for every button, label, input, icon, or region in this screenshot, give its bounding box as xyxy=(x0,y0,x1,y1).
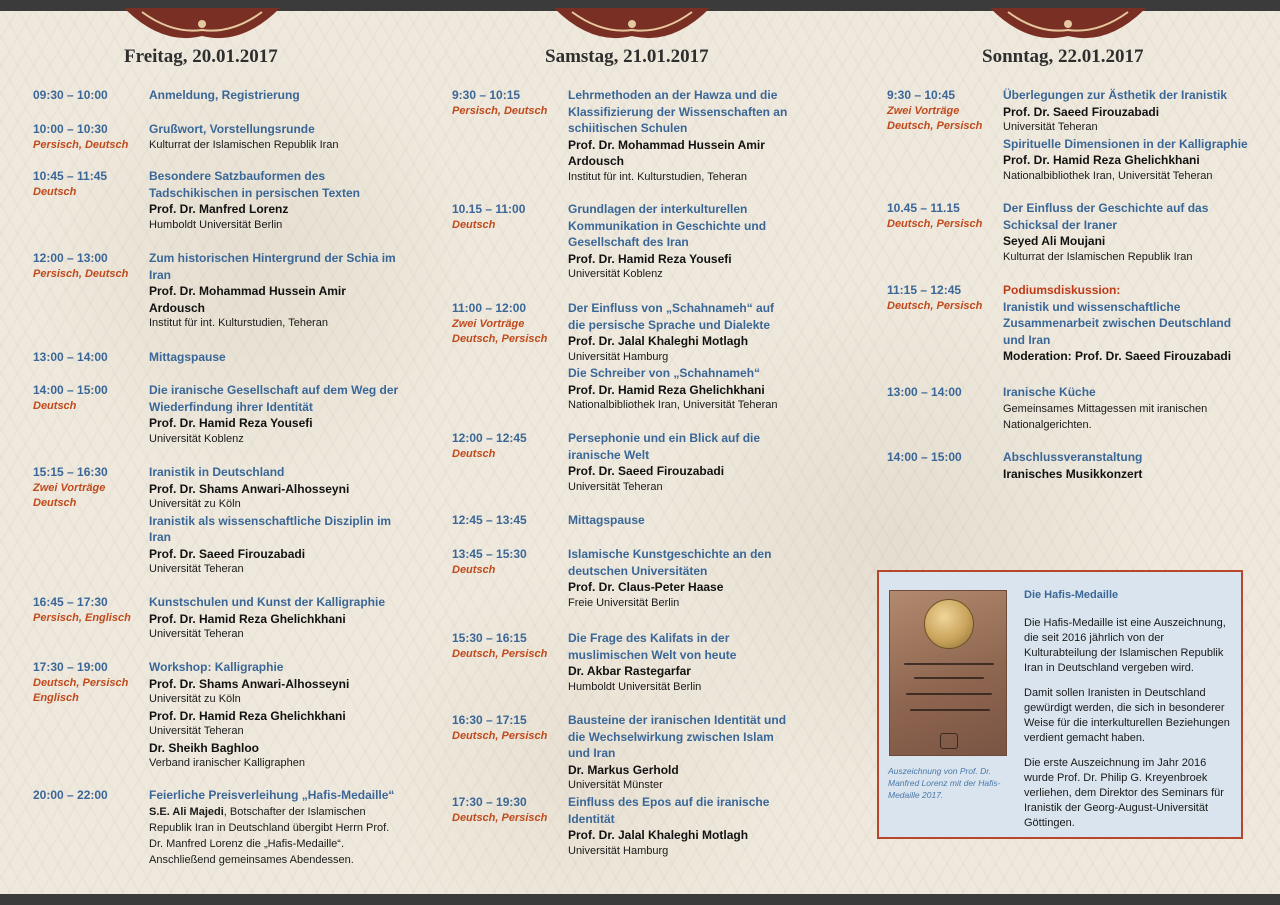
session-title: Workshop: Kalligraphie xyxy=(149,660,284,674)
session-title: Iranistik in Deutschland xyxy=(149,465,285,479)
entry-body xyxy=(149,87,399,104)
entry-body xyxy=(568,794,793,859)
language-note: Zwei Vorträge xyxy=(887,104,960,117)
entry-time xyxy=(33,87,145,104)
institution: Kulturrat der Islamischen Republik Iran xyxy=(149,138,339,151)
session-title: Der Einfluss der Geschichte auf das Schicksal der Iraner xyxy=(1003,201,1209,232)
session-title: Iranische Küche xyxy=(1003,385,1096,399)
entry-time xyxy=(887,87,999,134)
language-note: Zwei Vorträge xyxy=(452,317,525,330)
entry-time xyxy=(33,121,145,153)
institution: Universität Koblenz xyxy=(568,268,663,280)
language-note: Deutsch, Persisch xyxy=(452,729,548,742)
entry-time xyxy=(452,430,564,462)
speaker-name: Prof. Dr. Claus-Peter Haase xyxy=(568,580,724,594)
speaker-name: Prof. Dr. Shams Anwari-Alhosseyni xyxy=(149,676,350,691)
language-note: Deutsch, Persisch xyxy=(887,119,983,132)
time-label: 13:45 – 15:30 xyxy=(452,547,527,561)
entry-time xyxy=(452,630,564,662)
language-note: Deutsch xyxy=(452,447,496,460)
session-title: Die Frage des Kalifats in der muslimischen Welt von heute xyxy=(568,631,737,662)
time-label: 14:00 – 15:00 xyxy=(887,450,962,464)
time-label: 10:00 – 10:30 xyxy=(33,122,108,136)
language-note: Deutsch xyxy=(33,399,77,412)
language-note: Zwei Vorträge xyxy=(33,481,106,494)
speaker-name: Prof. Dr. Hamid Reza Ghelichkhani xyxy=(149,708,346,723)
speaker-name: Dr. Akbar Rastegarfar xyxy=(568,664,691,678)
speaker-name: Prof. Dr. Hamid Reza Yousefi xyxy=(568,251,732,266)
time-label: 14:00 – 15:00 xyxy=(33,383,108,397)
entry-body xyxy=(149,787,399,868)
time-label: 13:00 – 14:00 xyxy=(33,350,108,364)
entry-time xyxy=(452,300,564,347)
time-label: 17:30 – 19:00 xyxy=(33,660,108,674)
speaker-name: Prof. Dr. Hamid Reza Ghelichkhani xyxy=(1003,153,1200,167)
speaker-name: Prof. Dr. Hamid Reza Ghelichkhani xyxy=(149,611,346,626)
language-note: Deutsch, Persisch xyxy=(452,811,548,824)
entry-time xyxy=(33,250,145,282)
description-text: Botschafter der Islamischen Republik Iran in Deutschland übergibt Herrn Prof. Dr. Manfred Lorenz die „Hafis-Medaille“. Anschließend gemeinsames Abendessen. xyxy=(149,805,390,866)
time-label: 16:30 – 17:15 xyxy=(452,713,527,727)
language-note: Deutsch xyxy=(33,496,77,509)
session-title: Überlegungen zur Ästhetik der Iranistik xyxy=(1003,88,1228,102)
language-note: Deutsch, Persisch xyxy=(887,217,983,230)
entry-time xyxy=(33,787,145,804)
entry-time xyxy=(452,87,564,119)
institution: Universität zu Köln xyxy=(149,693,241,705)
language-note: Deutsch xyxy=(452,218,496,231)
entry-time xyxy=(33,168,145,200)
institution: Universität Teheran xyxy=(1003,121,1098,133)
speaker-name: Seyed Ali Moujani xyxy=(1003,234,1106,248)
speaker-name: Moderation: Prof. Dr. Saeed Firouzabadi xyxy=(1003,349,1232,363)
institution: Universität Teheran xyxy=(149,628,244,640)
institution: Universität Teheran xyxy=(568,480,663,493)
session-title: Grußwort, Vorstellungsrunde xyxy=(149,122,315,136)
speaker-name: Prof. Dr. Manfred Lorenz xyxy=(149,202,289,216)
session-title: Kunstschulen und Kunst der Kalligraphie xyxy=(149,595,386,609)
entry-body xyxy=(568,300,793,414)
medal-heading: Die Hafis-Medaille xyxy=(1024,589,1119,601)
session-title: Abschlussveranstaltung xyxy=(1003,450,1143,464)
speaker-name: Prof. Dr. Saeed Firouzabadi xyxy=(1003,104,1160,119)
session-title: Grundlagen der interkulturellen Kommunikation in Geschichte und Gesellschaft des Iran xyxy=(568,202,767,249)
session-title: Feierliche Preisverleihung „Hafis-Medaille“ xyxy=(149,788,395,802)
entry-body xyxy=(568,512,793,529)
institution: Universität Teheran xyxy=(149,563,244,575)
language-note: Englisch xyxy=(33,691,79,704)
session-description: Gemeinsames Mittagessen mit iranischen Nationalgerichten. xyxy=(1003,402,1208,431)
entry-body xyxy=(1003,282,1248,365)
speaker-name: Prof. Dr. Hamid Reza Ghelichkhani xyxy=(568,382,765,397)
medal-coin-icon xyxy=(924,599,974,649)
entry-time xyxy=(887,282,999,314)
entry-time xyxy=(887,384,999,401)
speaker-name: Prof. Dr. Saeed Firouzabadi xyxy=(149,546,306,561)
institution: Verband iranischer Kalligraphen xyxy=(149,757,305,769)
speaker-name: Prof. Dr. Jalal Khaleghi Motlagh xyxy=(568,334,749,348)
entry-body xyxy=(149,382,399,447)
day-title-sunday: Sonntag, 22.01.2017 xyxy=(982,46,1144,67)
speaker-name: Dr. Markus Gerhold xyxy=(568,762,679,777)
session-title: Die Schreiber von „Schahnameh“ xyxy=(568,366,761,380)
entry-body xyxy=(149,250,399,332)
session-title: Anmeldung, Registrierung xyxy=(149,88,300,102)
session-title: Der Einfluss von „Schahnameh“ auf die persische Sprache und Dialekte xyxy=(568,301,775,332)
entry-body xyxy=(149,594,399,643)
time-label: 9:30 – 10:15 xyxy=(452,88,521,102)
medal-text xyxy=(1024,588,1236,841)
session-title: Islamische Kunstgeschichte an den deutschen Universitäten xyxy=(568,547,772,578)
language-note: Persisch, Deutsch xyxy=(33,267,129,280)
entry-time xyxy=(452,712,564,744)
honoree-name: S.E. Ali Majedi xyxy=(149,805,224,818)
emblem-icon xyxy=(940,733,958,749)
entry-body xyxy=(149,168,399,233)
time-label: 12:45 – 13:45 xyxy=(452,513,527,527)
entry-body xyxy=(568,430,793,495)
speaker-name: Prof. Dr. Saeed Firouzabadi xyxy=(568,464,725,478)
entry-body xyxy=(149,349,399,366)
institution: Universität Teheran xyxy=(149,725,244,737)
day-title-saturday: Samstag, 21.01.2017 xyxy=(545,46,709,67)
entry-time xyxy=(452,512,564,529)
language-note: Deutsch, Persisch xyxy=(33,676,129,689)
speaker-name: Dr. Sheikh Baghloo xyxy=(149,740,260,755)
session-title: Mittagspause xyxy=(149,350,226,364)
language-note: Deutsch xyxy=(33,185,77,198)
language-note: Persisch, Deutsch xyxy=(452,104,548,117)
entry-time xyxy=(33,464,145,511)
time-label: 17:30 – 19:30 xyxy=(452,795,527,809)
time-label: 20:00 – 22:00 xyxy=(33,788,108,802)
entry-body xyxy=(149,464,399,578)
language-note: Deutsch xyxy=(452,563,496,576)
speaker-name: Prof. Dr. Shams Anwari-Alhosseyni xyxy=(149,481,350,496)
entry-body xyxy=(568,87,793,185)
time-label: 11:00 – 12:00 xyxy=(452,301,527,315)
entry-body xyxy=(568,712,793,794)
time-label: 12:00 – 13:00 xyxy=(33,251,108,265)
medal-paragraph: Die Hafis-Medaille ist eine Auszeichnung, die seit 2016 jährlich von der Kulturabteilung der Islamischen Republik Iran in Deutschland vergeben wird. xyxy=(1024,617,1226,674)
time-label: 11:15 – 12:45 xyxy=(887,283,962,297)
time-label: 15:15 – 16:30 xyxy=(33,465,108,479)
language-note: Deutsch, Persisch xyxy=(887,299,983,312)
session-title: Spirituelle Dimensionen in der Kalligraphie xyxy=(1003,136,1248,151)
time-label: 16:45 – 17:30 xyxy=(33,595,108,609)
medal-paragraph: Die erste Auszeichnung im Jahr 2016 wurde Prof. Dr. Philip G. Kreyenbroek verliehen, dem Direktor des Seminars für Iranistik der Georg-August-Universität Göttingen. xyxy=(1024,757,1224,829)
time-label: 13:00 – 14:00 xyxy=(887,385,962,399)
entry-time xyxy=(33,594,145,626)
institution: Universität Hamburg xyxy=(568,844,669,857)
day-title-friday: Freitag, 20.01.2017 xyxy=(124,46,278,67)
entry-body xyxy=(1003,87,1248,184)
session-title: Einfluss des Epos auf die iranische Identität xyxy=(568,795,770,826)
institution: Nationalbibliothek Iran, Universität Teheran xyxy=(1003,169,1213,182)
time-label: 12:00 – 12:45 xyxy=(452,431,527,445)
institution: Humboldt Universität Berlin xyxy=(568,680,702,693)
time-label: 15:30 – 16:15 xyxy=(452,631,527,645)
session-description: S.E. Ali Majedi, Botschafter der Islamischen Republik Iran in Deutschland übergibt Herrn Prof. Dr. Manfred Lorenz die „Hafis-Medaille“. Anschließend gemeinsames Abendessen. xyxy=(149,805,390,866)
entry-time xyxy=(33,349,145,366)
medal-caption: Auszeichnung von Prof. Dr. Manfred Lorenz mit der Hafis-Medaille 2017. xyxy=(888,766,1001,800)
entry-body xyxy=(568,630,793,695)
speaker-name: Iranisches Musikkonzert xyxy=(1003,466,1143,481)
entry-body xyxy=(568,201,793,283)
session-title: Die iranische Gesellschaft auf dem Weg der Wiederfindung ihrer Identität xyxy=(149,383,399,414)
session-label: Podiumsdiskussion: xyxy=(1003,283,1121,297)
speaker-name: Prof. Dr. Hamid Reza Yousefi xyxy=(149,416,313,430)
session-title: Persephonie und ein Blick auf die iranische Welt xyxy=(568,431,761,462)
entry-body xyxy=(149,659,399,772)
session-title: Besondere Satzbauformen des Tadschikischen in persischen Texten xyxy=(149,169,360,200)
language-note: Deutsch, Persisch xyxy=(452,647,548,660)
entry-body xyxy=(568,546,793,611)
institution: Institut für int. Kulturstudien, Teheran xyxy=(568,170,747,183)
entry-time xyxy=(33,659,145,706)
medal-paragraph: Damit sollen Iranisten in Deutschland gewürdigt werden, die sich in besonderer Weise für die interkulturellen Beziehungen verdient gemacht haben. xyxy=(1024,687,1230,744)
entry-body xyxy=(1003,384,1248,433)
institution: Freie Universität Berlin xyxy=(568,596,680,609)
session-title: Bausteine der iranischen Identität und die Wechselwirkung zwischen Islam und Iran xyxy=(568,713,787,760)
language-note: Deutsch, Persisch xyxy=(452,332,548,345)
entry-time xyxy=(452,201,564,233)
entry-body xyxy=(149,121,399,153)
time-label: 10.15 – 11:00 xyxy=(452,202,526,216)
session-title: Lehrmethoden an der Hawza und die Klassifizierung der Wissenschaften an schiitischen Schulen xyxy=(568,88,788,135)
medal-photo xyxy=(889,590,1007,756)
institution: Universität Hamburg xyxy=(568,350,669,363)
entry-time xyxy=(887,200,999,232)
time-label: 10:45 – 11:45 xyxy=(33,169,108,183)
institution: Universität Koblenz xyxy=(149,432,244,445)
time-label: 09:30 – 10:00 xyxy=(33,88,108,102)
session-title: Mittagspause xyxy=(568,513,645,527)
institution: Kulturrat der Islamischen Republik Iran xyxy=(1003,250,1193,263)
institution: Universität zu Köln xyxy=(149,498,241,510)
session-title: Iranistik als wissenschaftliche Disziplin im Iran xyxy=(149,513,392,544)
entry-time xyxy=(33,382,145,414)
speaker-name: Prof. Dr. Mohammad Hussein Amir Ardousch xyxy=(149,284,346,315)
entry-time xyxy=(887,449,999,466)
ornament-icon xyxy=(988,6,1148,40)
time-label: 9:30 – 10:45 xyxy=(887,88,956,102)
language-note: Persisch, Englisch xyxy=(33,611,131,624)
institution: Humboldt Universität Berlin xyxy=(149,218,283,231)
session-title: Iranistik und wissenschaftliche Zusammenarbeit zwischen Deutschland und Iran xyxy=(1003,299,1232,347)
hafis-medal-box xyxy=(877,570,1243,839)
session-title: Zum historischen Hintergrund der Schia im Iran xyxy=(149,251,396,282)
time-label: 10.45 – 11.15 xyxy=(887,201,960,215)
entry-body xyxy=(1003,449,1248,482)
bottom-border xyxy=(0,894,1280,905)
institution: Universität Münster xyxy=(568,779,663,791)
speaker-name: Prof. Dr. Jalal Khaleghi Motlagh xyxy=(568,828,749,842)
institution: Institut für int. Kulturstudien, Teheran xyxy=(149,317,328,329)
entry-time xyxy=(452,546,564,578)
ornament-icon xyxy=(122,6,282,40)
language-note: Persisch, Deutsch xyxy=(33,138,129,151)
speaker-name: Prof. Dr. Mohammad Hussein Amir Ardousch xyxy=(568,137,765,168)
entry-time xyxy=(452,794,564,826)
institution: Nationalbibliothek Iran, Universität Teheran xyxy=(568,399,778,411)
ornament-icon xyxy=(552,6,712,40)
entry-body xyxy=(1003,200,1248,265)
